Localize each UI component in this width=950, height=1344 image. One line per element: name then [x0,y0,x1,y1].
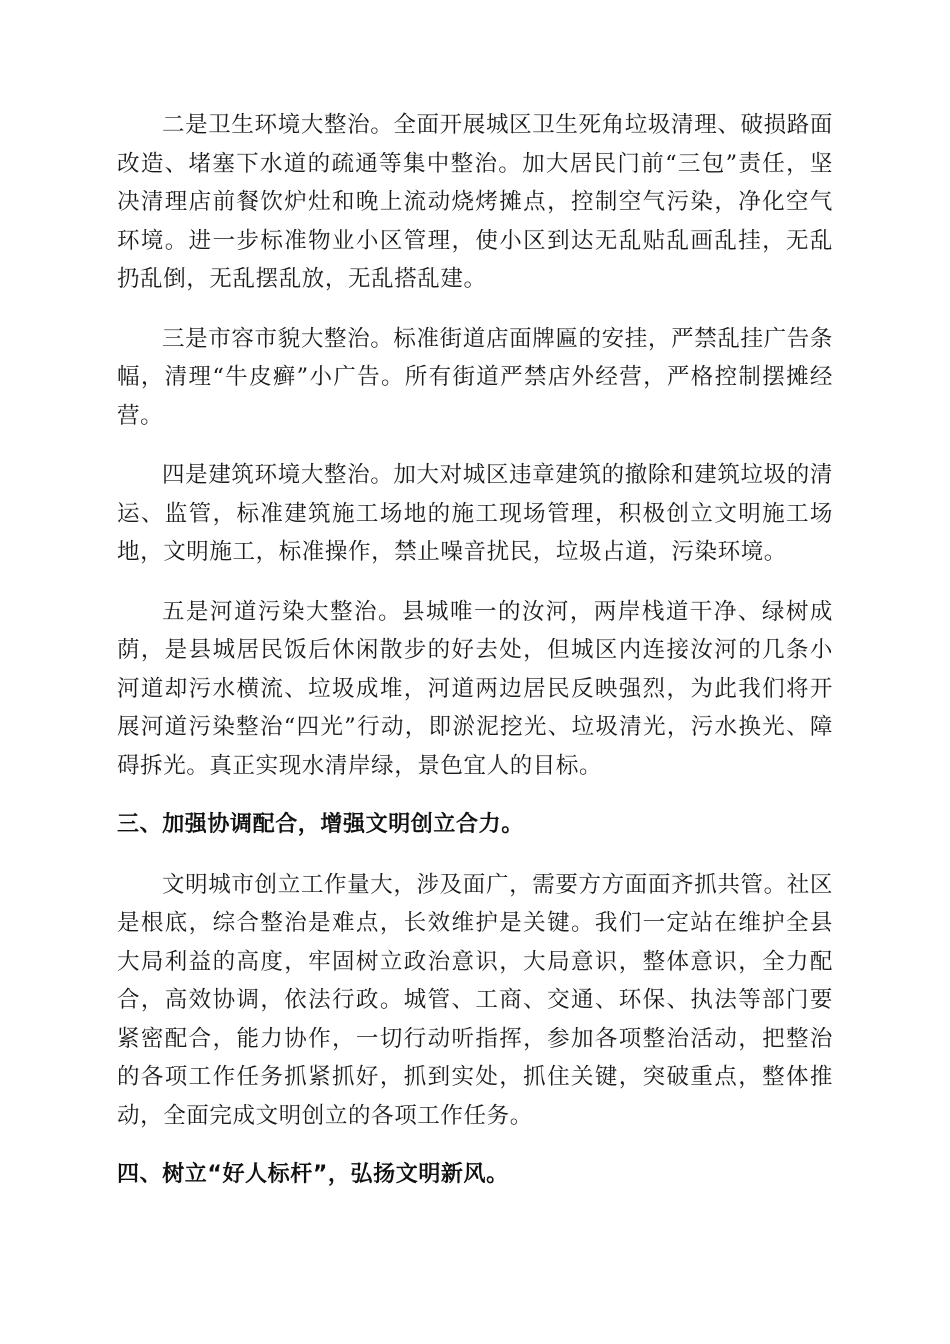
paragraph-sanitation: 二是卫生环境大整治。全面开展城区卫生死角垃圾清理、破损路面改造、堵塞下水道的疏通等集中整治。加大居民门前“三包”责任，坚决清理店前餐饮炉灶和晚上流动烧烤摊点，控制空气污染，净化空气环境。进一步标准物业小区管理，使小区到达无乱贴乱画乱挂，无乱扔乱倒，无乱摆乱放，无乱搭乱建。 [117,112,833,292]
paragraph-coordination: 文明城市创立工作量大，涉及面广，需要方方面面齐抓共管。社区是根底，综合整治是难点，长效维护是关键。我们一定站在维护全县大局利益的高度，牢固树立政治意识，大局意识，整体意识，全力配合，高效协调，依法行政。城管、工商、交通、环保、执法等部门要紧密配合，能力协作，一切行动听指挥，参加各项整治活动，把整治的各项工作任务抓紧抓好，抓到实处，抓住关键，突破重点，整体推动，全面完成文明创立的各项工作任务。 [117,871,833,1129]
section-heading-coordination: 三、加强协调配合，增强文明创立合力。 [117,812,524,837]
paragraph-construction: 四是建筑环境大整治。加大对城区违章建筑的撤除和建筑垃圾的清运、监管，标准建筑施工场地的施工现场管理，积极创立文明施工场地，文明施工，标准操作，禁止噪音扰民，垃圾占道，污染环境。 [117,462,833,565]
section-heading-role-models: 四、树立“好人标杆”，弘扬文明新风。 [117,1162,509,1187]
paragraph-city-appearance: 三是市容市貌大整治。标准街道店面牌匾的安挂，严禁乱挂广告条幅，清理“牛皮癣”小广告。所有街道严禁店外经营，严格控制摆摊经营。 [117,325,833,429]
paragraph-river-pollution: 五是河道污染大整治。县城唯一的汝河，两岸栈道干净、绿树成荫，是县城居民饭后休闲散步的好去处，但城区内连接汝河的几条小河道却污水横流、垃圾成堆，河道两边居民反映强烈，为此我们将开展河道污染整治“四光”行动，即淤泥挖光、垃圾清光，污水换光、障碍拆光。真正实现水清岸绿，景色宜人的目标。 [117,598,833,779]
document-body [117,106,833,1216]
